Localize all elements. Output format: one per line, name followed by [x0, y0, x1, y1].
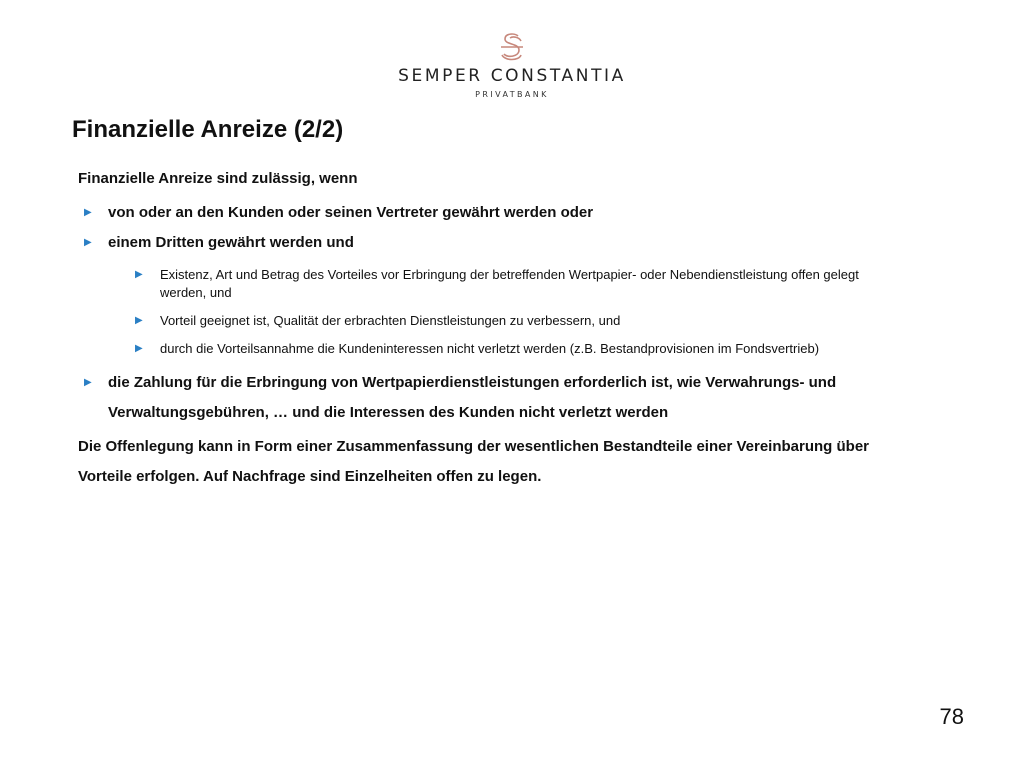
slide-body [78, 168, 878, 492]
sub-bullet-arrow-icon: ▶ [135, 269, 143, 280]
page-number: 78 [939, 704, 964, 729]
bullet-arrow-icon: ▶ [84, 377, 92, 388]
outro-text: Die Offenlegung kann in Form einer Zusammenfassung der wesentlichen Bestandteile einer Vereinbarung über Vorteile erfolgen. Auf Nachfrage sind Einzelheiten offen zu legen. [78, 438, 870, 485]
sub-bullet-arrow-icon: ▶ [135, 343, 143, 354]
sub-bullet-text: durch die Vorteilsannahme die Kundeninteressen nicht verletzt werden (z.B. Bestandprovisionen im Fondsvertrieb) [160, 341, 820, 356]
sub-bullet-text: Vorteil geeignet ist, Qualität der erbrachten Dienstleistungen zu verbessern, und [160, 313, 621, 328]
bank-name: SEMPER CONSTANTIA [398, 66, 626, 86]
bullet-item [78, 368, 878, 428]
bullet-text: einem Dritten gewährt werden und [108, 234, 354, 251]
bullet-list [78, 198, 878, 428]
sub-bullet-text: Existenz, Art und Betrag des Vorteiles vor Erbringung der betreffenden Wertpapier- oder Nebendienstleistung offen gelegt werden, und [160, 267, 859, 300]
sub-bullet-list [78, 266, 878, 358]
bullet-item [78, 228, 878, 258]
intro-text: Finanzielle Anreize sind zulässig, wenn [78, 170, 358, 187]
bullet-arrow-icon: ▶ [84, 207, 92, 218]
bullet-item [78, 198, 878, 228]
bank-subtitle: PRIVATBANK [475, 90, 549, 99]
sub-bullet-item [78, 266, 878, 302]
sc-monogram-icon [495, 30, 529, 64]
bank-logo [0, 30, 1024, 99]
sub-bullet-item [78, 340, 878, 358]
sub-bullet-item [78, 312, 878, 330]
bullet-arrow-icon: ▶ [84, 237, 92, 248]
slide-title: Finanzielle Anreize (2/2) [72, 116, 344, 143]
sub-bullet-arrow-icon: ▶ [135, 315, 143, 326]
bullet-text: von oder an den Kunden oder seinen Vertreter gewährt werden oder [108, 204, 594, 221]
bullet-text: die Zahlung für die Erbringung von Wertpapierdienstleistungen erforderlich ist, wie Verwahrungs- und Verwaltungsgebühren, … und die Interessen des Kunden nicht verletzt werden [108, 374, 837, 421]
